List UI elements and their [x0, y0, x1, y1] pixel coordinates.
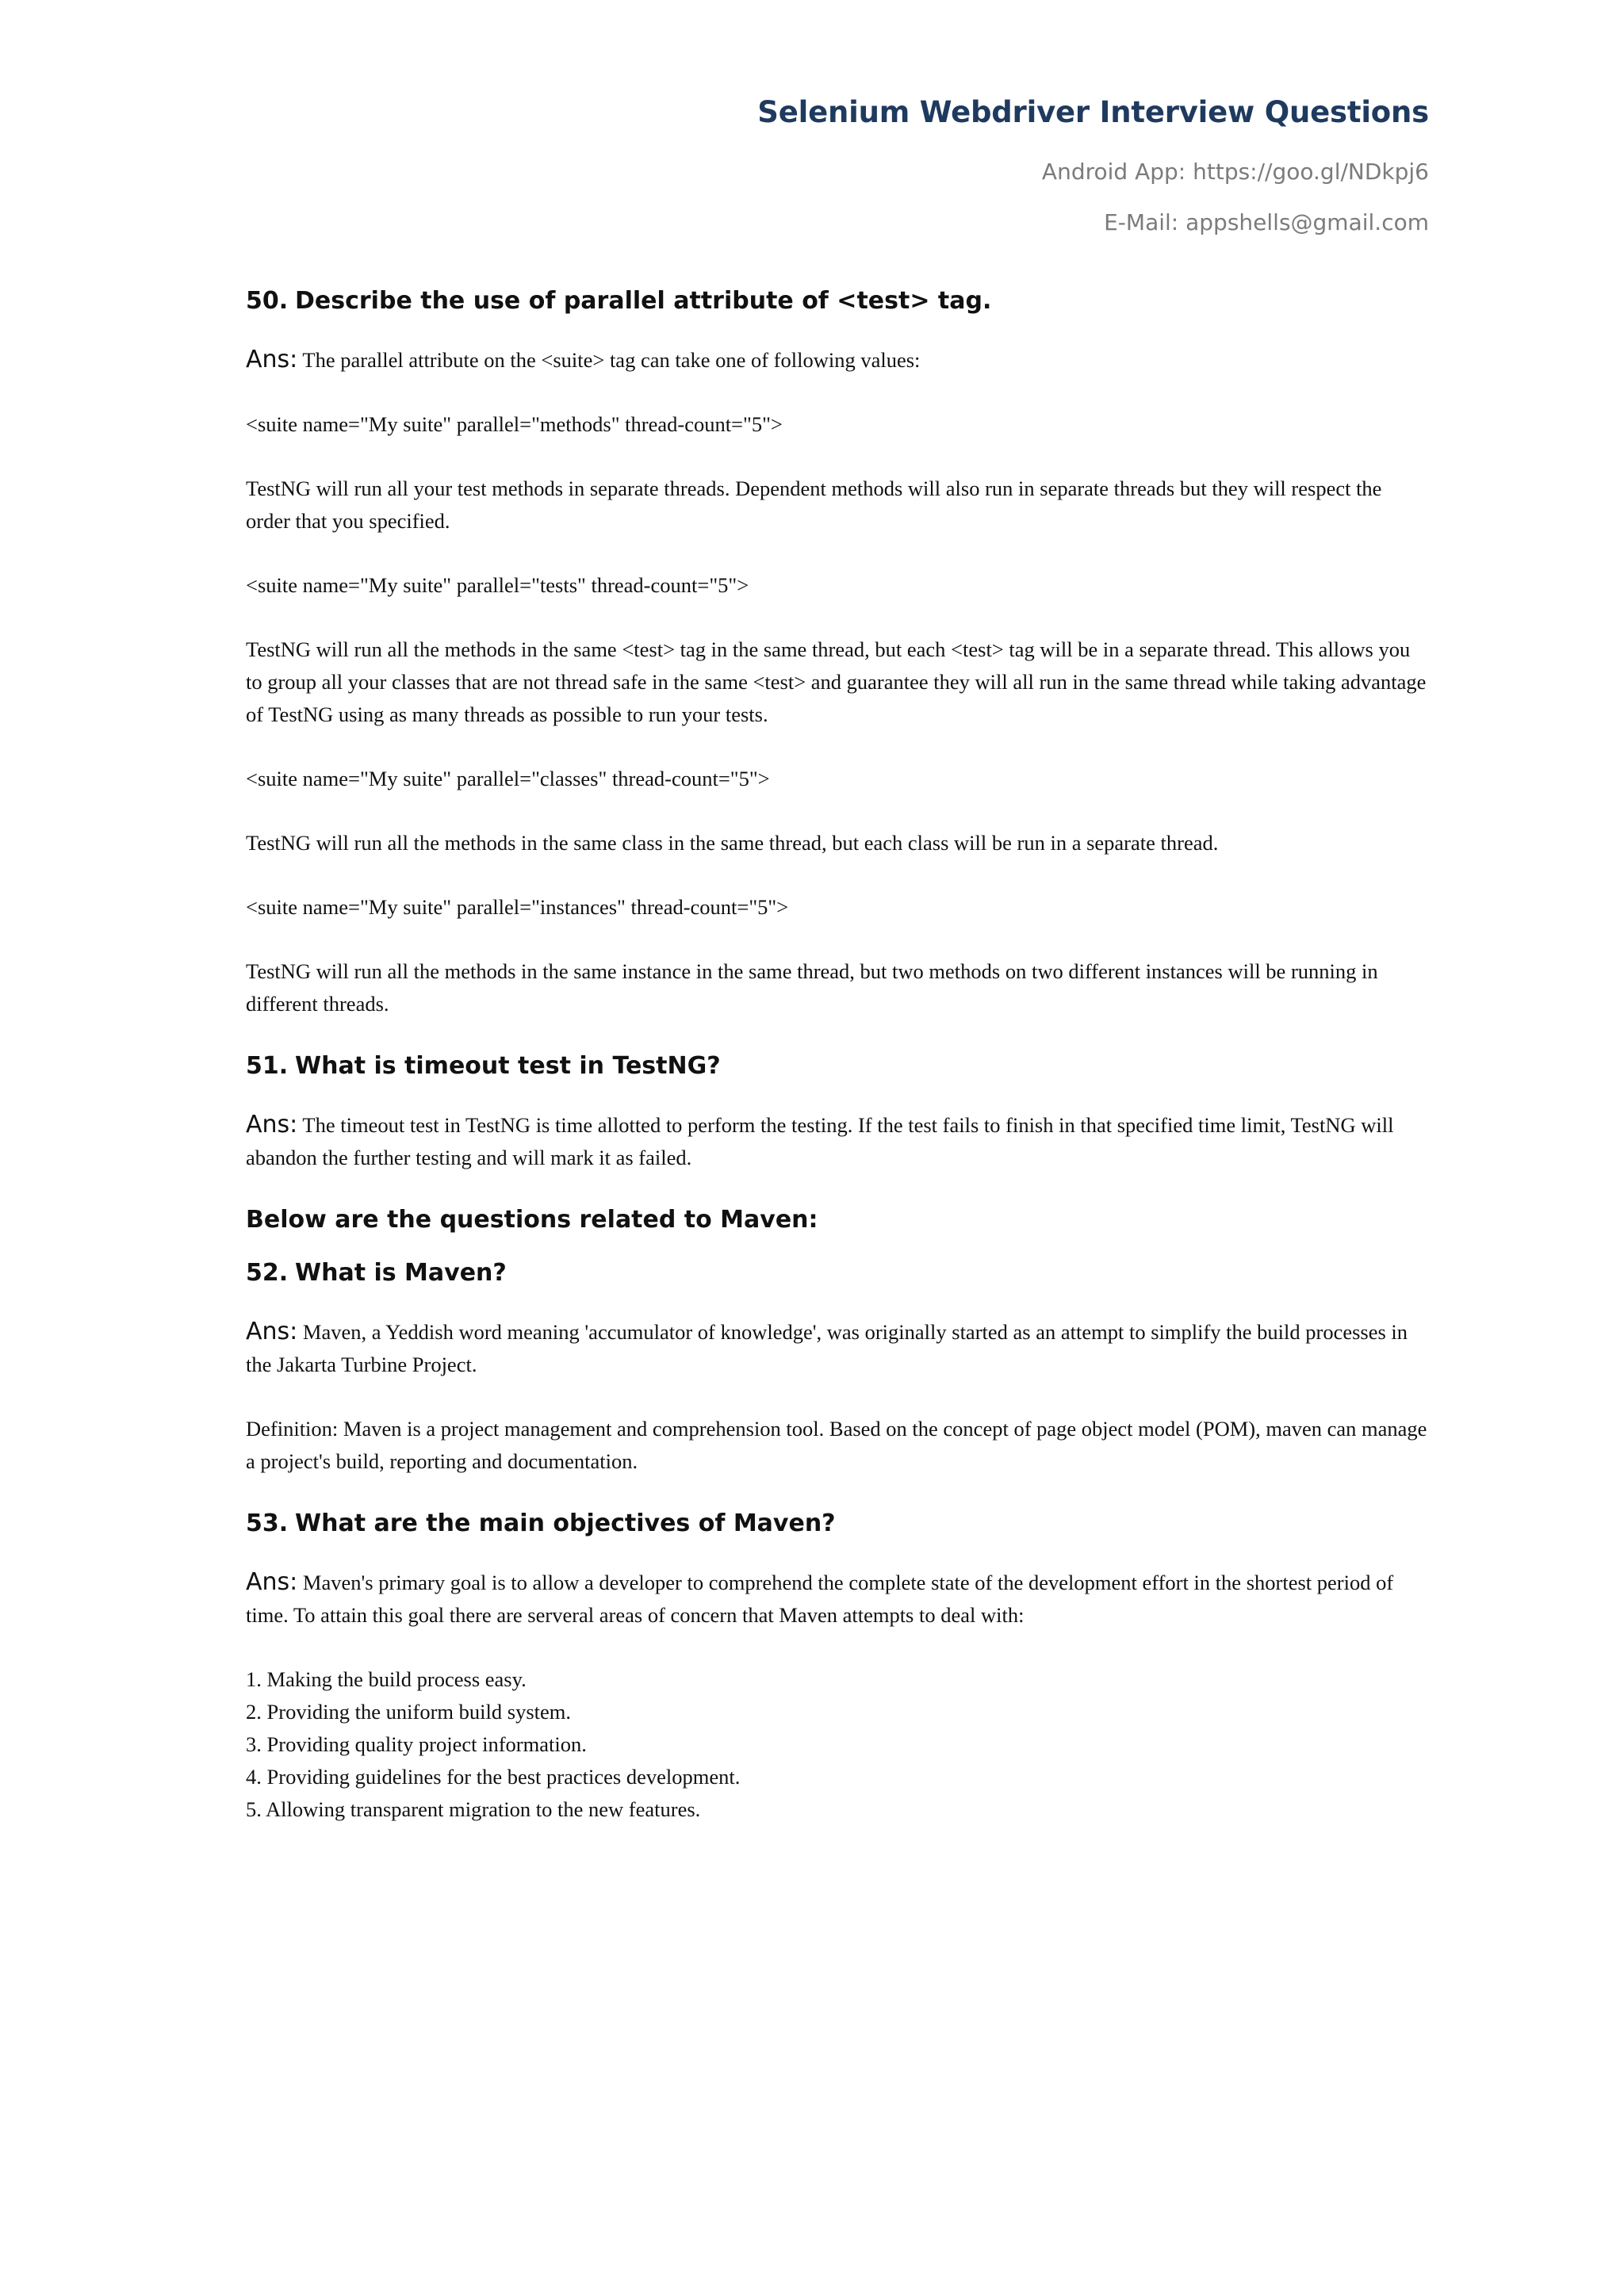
- list-item: 5. Allowing transparent migration to the new features.: [246, 1797, 701, 1821]
- answer-52: [246, 1315, 1429, 1381]
- question-53-heading: [246, 1510, 1429, 1537]
- document-body: [246, 287, 1429, 1826]
- desc-instances: TestNG will run all the methods in the same instance in the same thread, but two methods on two different instances will be running in different threads.: [246, 959, 1378, 1016]
- maven-objectives-list: [246, 1663, 1429, 1826]
- list-item: 1. Making the build process easy.: [246, 1667, 527, 1691]
- question-number: 50.: [246, 287, 289, 315]
- code-line-instances: <suite name="My suite" parallel="instances" thread-count="5">: [246, 895, 789, 919]
- question-text: What is Maven?: [295, 1259, 507, 1287]
- answer-50-intro: [246, 343, 1429, 377]
- answer-text: Maven's primary goal is to allow a developer to comprehend the complete state of the development effort in the shortest period of time. To attain this goal there are serveral areas of concern that Maven attempts to deal with:: [246, 1571, 1394, 1627]
- answer-text: The parallel attribute on the <suite> tag can take one of following values:: [297, 348, 921, 372]
- question-text: What are the main objectives of Maven?: [295, 1510, 836, 1537]
- question-number: 53.: [246, 1510, 289, 1537]
- answer-label: Ans:: [246, 1568, 298, 1596]
- maven-definition: Definition: Maven is a project management and comprehension tool. Based on the concept of page object model (POM), maven can manage a project's build, reporting and documentation.: [246, 1417, 1427, 1473]
- answer-53: [246, 1566, 1429, 1632]
- desc-classes: TestNG will run all the methods in the same class in the same thread, but each class will be run in a separate thread.: [246, 831, 1219, 855]
- answer-51: [246, 1108, 1429, 1174]
- question-50-heading: [246, 287, 1429, 315]
- answer-label: Ans:: [246, 1111, 298, 1138]
- desc-tests: TestNG will run all the methods in the same <test> tag in the same thread, but each <test> tag will be in a separate thread. This allows you to group all your classes that are not thread safe in the same <test> and guarantee they will all run in the same thread while taking advantage of TestNG using as many threads as possible to run your tests.: [246, 637, 1427, 726]
- question-text: What is timeout test in TestNG?: [295, 1052, 721, 1080]
- list-item: 2. Providing the uniform build system.: [246, 1700, 571, 1724]
- question-number: 51.: [246, 1052, 289, 1080]
- question-number: 52.: [246, 1259, 289, 1287]
- code-line-tests: <suite name="My suite" parallel="tests" thread-count="5">: [246, 573, 749, 597]
- code-line-classes: <suite name="My suite" parallel="classes" thread-count="5">: [246, 767, 770, 790]
- answer-text: Maven, a Yeddish word meaning 'accumulator of knowledge', was originally started as an attempt to simplify the build processes in the Jakarta Turbine Project.: [246, 1320, 1408, 1376]
- desc-methods: TestNG will run all your test methods in separate threads. Dependent methods will also run in separate threads but they will respect the order that you specified.: [246, 476, 1382, 533]
- answer-text: The timeout test in TestNG is time allotted to perform the testing. If the test fails to finish in that specified time limit, TestNG will abandon the further testing and will mark it as failed.: [246, 1113, 1394, 1169]
- header-app-link: Android App: https://goo.gl/NDkpj6: [1041, 159, 1429, 185]
- header-title: Selenium Webdriver Interview Questions: [757, 95, 1429, 129]
- question-51-heading: [246, 1052, 1429, 1080]
- question-text: Describe the use of parallel attribute of <test> tag.: [295, 287, 992, 315]
- list-item: 3. Providing quality project information.: [246, 1732, 587, 1756]
- answer-label: Ans:: [246, 346, 298, 373]
- maven-section-heading: Below are the questions related to Maven:: [246, 1206, 818, 1234]
- list-item: 4. Providing guidelines for the best practices development.: [246, 1765, 741, 1789]
- code-line-methods: <suite name="My suite" parallel="methods" thread-count="5">: [246, 412, 783, 436]
- header-email: E-Mail: appshells@gmail.com: [1104, 209, 1429, 235]
- answer-label: Ans:: [246, 1318, 298, 1345]
- question-52-heading: [246, 1259, 1429, 1287]
